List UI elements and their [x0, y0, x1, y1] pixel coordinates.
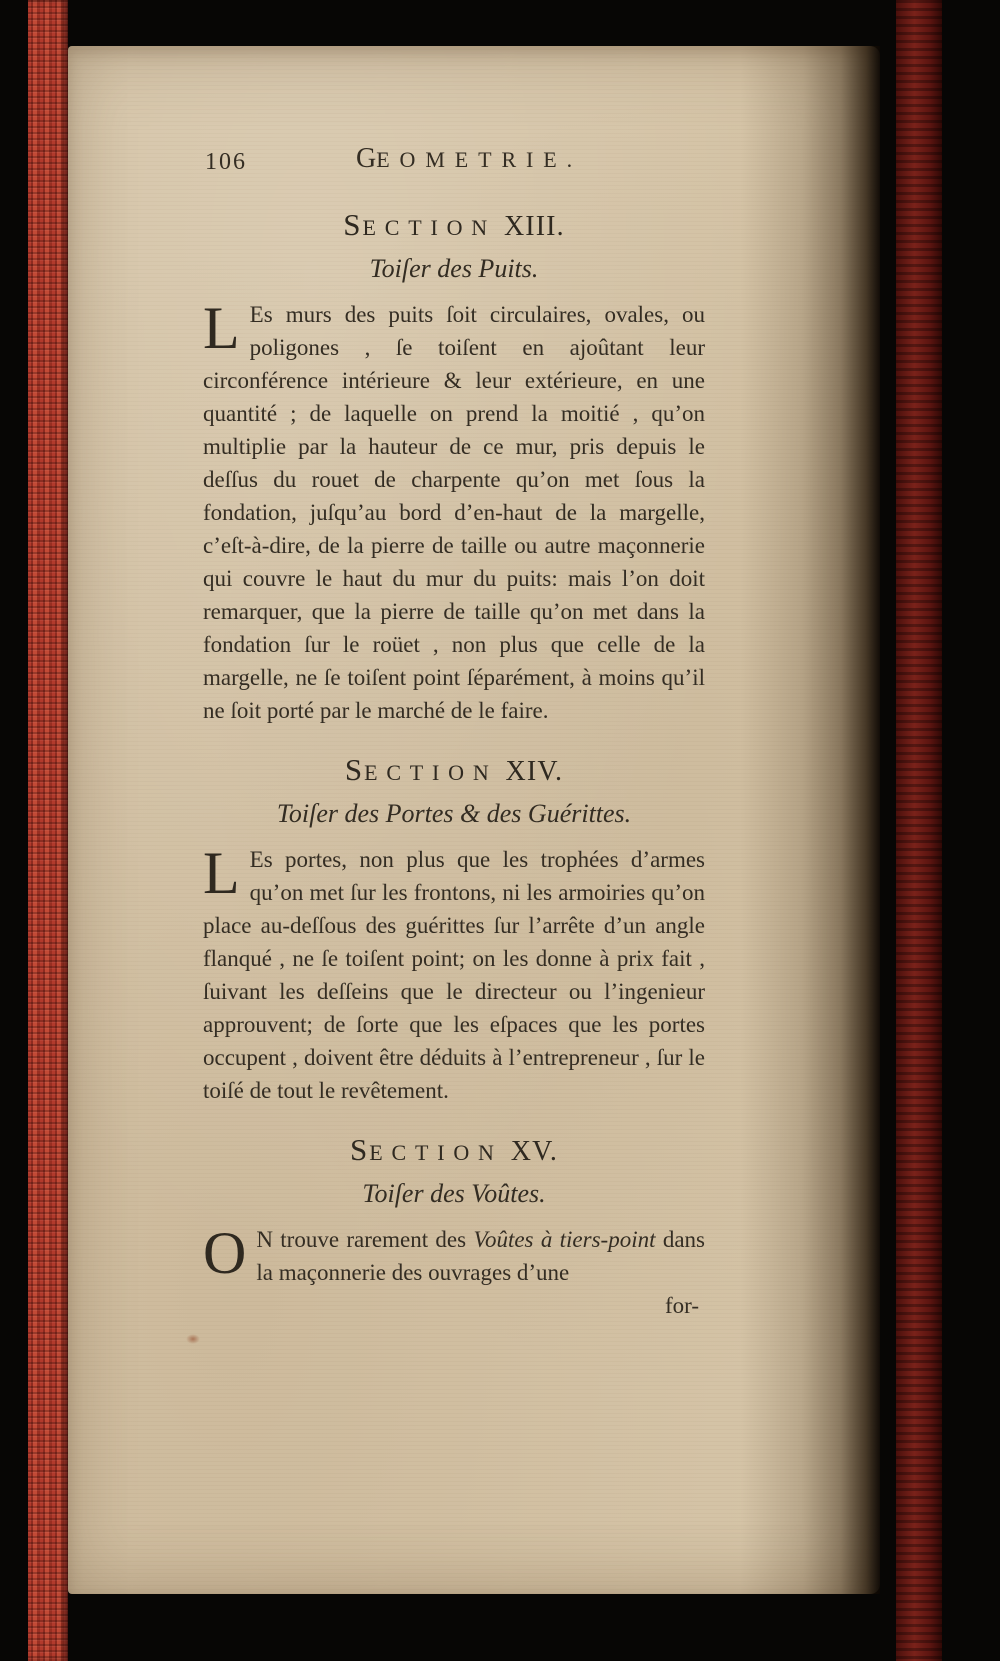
paragraph-text-italic: Voûtes à tiers-point [473, 1227, 656, 1252]
heading-numeral: XV. [510, 1136, 558, 1167]
running-title [203, 142, 705, 176]
dropcap-letter: L [203, 840, 240, 906]
dropcap-letter: L [203, 295, 240, 361]
section-13-subtitle: Toiſer des Puits. [369, 254, 539, 283]
section-15-subtitle: Toiſer des Voûtes. [362, 1179, 546, 1208]
text-block [203, 142, 705, 1322]
heading-lead: S [350, 1132, 368, 1167]
page-number: 106 [205, 149, 247, 175]
section-15-paragraph [203, 1220, 705, 1289]
section-13 [203, 208, 705, 727]
heading-lead: S [343, 207, 361, 242]
section-15-heading [203, 1133, 705, 1169]
section-14-paragraph [203, 840, 705, 1107]
dropcap-letter: O [203, 1220, 247, 1286]
heading-numeral: XIV. [505, 756, 564, 787]
right-book-edge [896, 0, 942, 1661]
heading-numeral: XIII. [503, 211, 565, 242]
section-14 [203, 753, 705, 1107]
section-13-heading [203, 208, 705, 244]
ink-stain [186, 1334, 200, 1344]
catchword: for- [664, 1293, 699, 1318]
running-title-lead: G [355, 143, 377, 174]
heading-lead: S [344, 752, 363, 787]
section-13-paragraph [203, 295, 705, 727]
book-page [68, 46, 880, 1594]
section-14-subtitle: Toiſer des Portes & des Guérittes. [276, 799, 632, 828]
running-title-rest: EOMETRIE. [376, 147, 583, 172]
left-page-edges [28, 0, 68, 1661]
paragraph-text-post: dans la maçonnerie des ouvrages d’une [256, 1227, 705, 1285]
heading-word: ECTION [362, 215, 496, 240]
section-15 [203, 1133, 705, 1322]
page-header [203, 142, 705, 182]
heading-word: ECTION [364, 760, 498, 785]
heading-word: ECTION [369, 1140, 503, 1165]
section-14-heading [203, 753, 705, 789]
paragraph-text: Es portes, non plus que les trophées d’armes qu’on met ſur les frontons, ni les armoiries qu’on place au-deſſous des guérittes ſur l’arrête d’un angle flanqué , ne ſe toiſent point; on les donne à prix fait , ſuivant les deſſeins que le directeur ou l’ingenieur approuvent; de ſorte que les eſpaces que les portes occupent , doivent être déduits à l’entrepreneur , ſur le toiſé de tout le revêtement. [203, 847, 705, 1103]
paragraph-text-pre: N trouve rarement des [256, 1227, 474, 1252]
paragraph-text: Es murs des puits ſoit circulaires, ovales, ou poligones , ſe toiſent en ajoûtant leur circonférence intérieure & leur extérieure, en une quantité ; de laquelle on prend la moitié , qu’on multiplie par la hauteur de ce mur, pris depuis le deſſus du rouet de charpente qu’on met ſous la fondation, juſqu’au bord d’en-haut de la margelle, c’eſt-à-dire, de la pierre de taille ou autre maçonnerie qui couvre le haut du mur du puits: mais l’on doit remarquer, que la pierre de taille qu’on met dans la fondation ſur le roüet , non plus que celle de la margelle, ne ſe toiſent point ſéparément, à moins qu’il ne ſoit porté par le marché de le faire. [203, 302, 705, 723]
